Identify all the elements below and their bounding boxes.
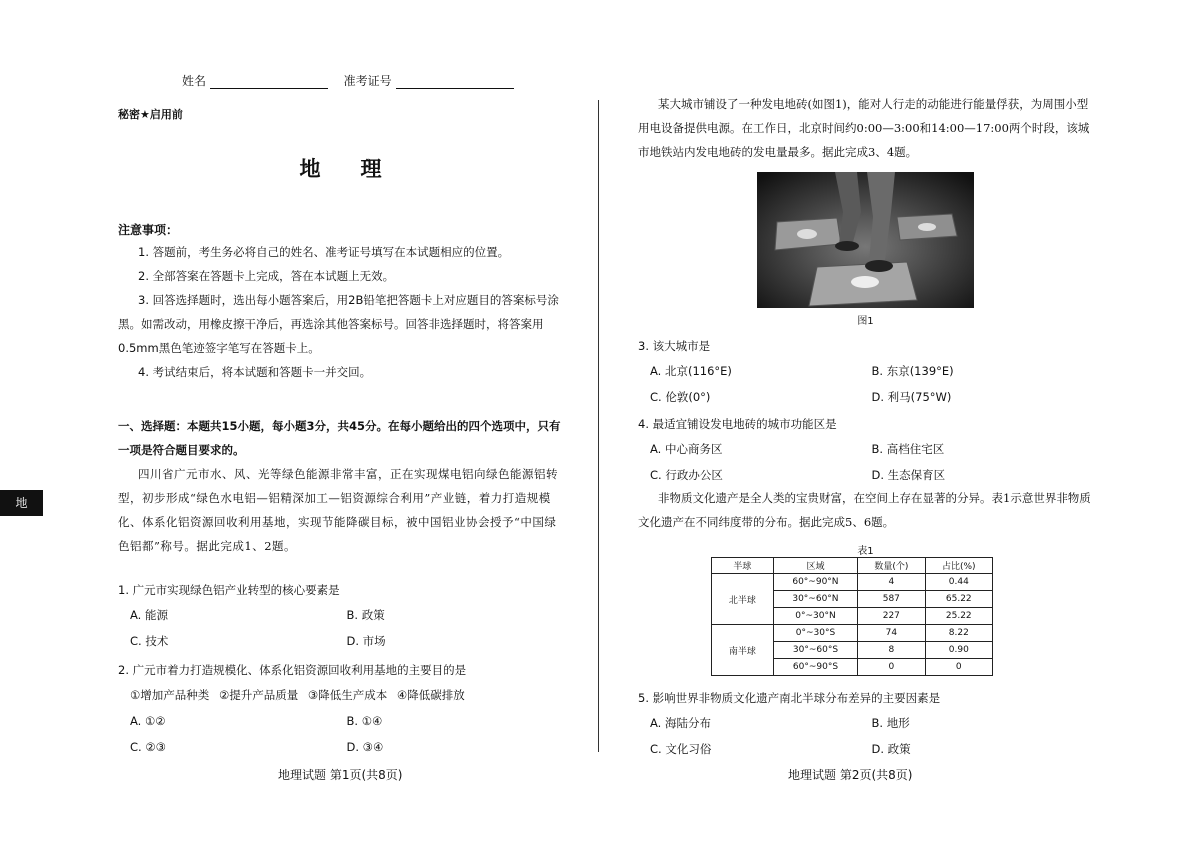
option-a[interactable]: A. 海陆分布 [650, 716, 711, 730]
option-c[interactable]: C. 伦敦(0°) [650, 390, 711, 404]
option-d[interactable]: D. 政策 [871, 742, 911, 756]
table-cell: 0 [858, 659, 925, 676]
table-cell: 30°~60°S [773, 642, 857, 659]
notice-item: 4. 考试结束后，将本试题和答题卡一并交回。 [138, 365, 372, 379]
option-d[interactable]: D. 市场 [346, 634, 386, 648]
question-2 [118, 658, 563, 760]
hemisphere-cell: 北半球 [712, 574, 774, 625]
table-header: 区域 [773, 558, 857, 574]
table-cell: 8 [858, 642, 925, 659]
table-cell: 227 [858, 608, 925, 625]
option-b[interactable]: B. 地形 [871, 716, 910, 730]
table-cell: 30°~60°N [773, 591, 857, 608]
table-header: 占比(%) [925, 558, 992, 574]
option-b[interactable]: B. 政策 [346, 608, 385, 622]
notice-list [118, 240, 563, 384]
id-label: 准考证号 [343, 74, 392, 88]
notice-item: 3. 回答选择题时，选出每小题答案后，用2B铅笔把答题卡上对应题目的答案标号涂黑。如需改动，用橡皮擦干净后，再选涂其他答案标号。回答非选择题时，将答案用0.5mm黑色笔迹签字笔写在答题卡上。 [118, 293, 559, 355]
table-caption: 表1 [857, 546, 874, 557]
section-title: 一、选择题：本题共15小题，每小题3分，共45分。在每小题给出的四个选项中，只有一项是符合题目要求的。 [118, 419, 561, 457]
material-heritage [638, 486, 1093, 534]
table-row [712, 574, 993, 591]
notice-heading: 注意事项： [118, 223, 179, 237]
option-d[interactable]: D. ③④ [346, 740, 384, 754]
table-cell: 0 [925, 659, 992, 676]
option-d[interactable]: D. 利马(75°W) [871, 390, 952, 404]
option-a[interactable]: A. 中心商务区 [650, 442, 723, 456]
table-cell: 25.22 [925, 608, 992, 625]
power-tile-illustration [757, 172, 974, 308]
question-5 [638, 686, 1093, 762]
table-cell: 0°~30°N [773, 608, 857, 625]
option-b[interactable]: B. ①④ [346, 714, 383, 728]
table-cell: 65.22 [925, 591, 992, 608]
question-1 [118, 578, 563, 654]
question-4 [638, 412, 1093, 488]
table-cell: 8.22 [925, 625, 992, 642]
hemisphere-cell: 南半球 [712, 625, 774, 676]
section-heading [118, 414, 563, 462]
table-header: 半球 [712, 558, 774, 574]
option-c[interactable]: C. 文化习俗 [650, 742, 712, 756]
right-page [638, 0, 1093, 849]
table-cell: 60°~90°S [773, 659, 857, 676]
option-list [118, 602, 563, 654]
option-c[interactable]: C. 技术 [130, 634, 169, 648]
table-cell: 587 [858, 591, 925, 608]
option-b[interactable]: B. 高档住宅区 [871, 442, 945, 456]
question-stem: 3. 该大城市是 [638, 339, 711, 353]
option-d[interactable]: D. 生态保育区 [871, 468, 946, 482]
option-list [118, 708, 563, 760]
table-cell: 0°~30°S [773, 625, 857, 642]
name-label: 姓名 [182, 74, 207, 88]
material-text: 某大城市铺设了一种发电地砖(如图1)，能对人行走的动能进行能量俘获，为周围小型用电设备提供电源。在工作日，北京时间约0:00—3:00和14:00—17:00两个时段，该城市地铁站内发电地砖的发电量最多。据此完成3、4题。 [638, 97, 1090, 159]
notice-item: 1. 答题前，考生务必将自己的姓名、准考证号填写在本试题相应的位置。 [138, 245, 510, 259]
table-cell: 4 [858, 574, 925, 591]
material-text: 非物质文化遗产是全人类的宝贵财富，在空间上存在显著的分异。表1示意世界非物质文化遗产在不同纬度带的分布。据此完成5、6题。 [638, 491, 1091, 529]
statement-list: ①增加产品种类 ②提升产品质量 ③降低生产成本 ④降低碳排放 [130, 688, 465, 702]
heritage-table [711, 557, 993, 676]
question-stem: 4. 最适宜铺设发电地砖的城市功能区是 [638, 417, 837, 431]
material-guangyuan [118, 462, 563, 558]
question-3 [638, 334, 1093, 410]
exam-title: 地理 [299, 157, 422, 181]
option-a[interactable]: A. 北京(116°E) [650, 364, 732, 378]
page-footer: 地理试题 第2页(共8页) [788, 768, 913, 782]
power-tile-photo [757, 172, 974, 308]
option-list [638, 358, 1093, 410]
page-footer: 地理试题 第1页(共8页) [278, 768, 403, 782]
subject-side-tab: 地 [0, 490, 43, 516]
option-a[interactable]: A. ①② [130, 714, 166, 728]
option-a[interactable]: A. 能源 [130, 608, 168, 622]
table-cell: 60°~90°N [773, 574, 857, 591]
question-stem: 5. 影响世界非物质文化遗产南北半球分布差异的主要因素是 [638, 691, 941, 705]
option-b[interactable]: B. 东京(139°E) [871, 364, 954, 378]
left-page [118, 0, 563, 849]
table-cell: 0.90 [925, 642, 992, 659]
table-header-row [712, 558, 993, 574]
material-power-tiles [638, 92, 1093, 164]
table-row [712, 625, 993, 642]
question-stem: 1. 广元市实现绿色铝产业转型的核心要素是 [118, 583, 340, 597]
option-list [638, 710, 1093, 762]
secret-mark: 秘密★启用前 [118, 108, 183, 121]
option-c[interactable]: C. 行政办公区 [650, 468, 723, 482]
figure-caption: 图1 [857, 316, 874, 327]
material-text: 四川省广元市水、风、光等绿色能源非常丰富，正在实现煤电铝向绿色能源铝转型，初步形成“绿色水电铝—铝精深加工—铝资源综合利用”产业链，着力打造规模化、体系化铝资源回收利用基地，实现节能降碳目标，被中国铝业协会授予“中国绿色铝都”称号。据此完成1、2题。 [118, 467, 558, 553]
table-header: 数量(个) [858, 558, 925, 574]
id-blank [396, 74, 514, 89]
notice-item: 2. 全部答案在答题卡上完成，答在本试题上无效。 [138, 269, 395, 283]
page-divider [598, 100, 599, 752]
name-blank [210, 74, 328, 89]
table-cell: 0.44 [925, 574, 992, 591]
option-list [638, 436, 1093, 488]
candidate-info-row [182, 72, 514, 89]
table-cell: 74 [858, 625, 925, 642]
option-c[interactable]: C. ②③ [130, 740, 166, 754]
question-stem: 2. 广元市着力打造规模化、体系化铝资源回收利用基地的主要目的是 [118, 663, 467, 677]
